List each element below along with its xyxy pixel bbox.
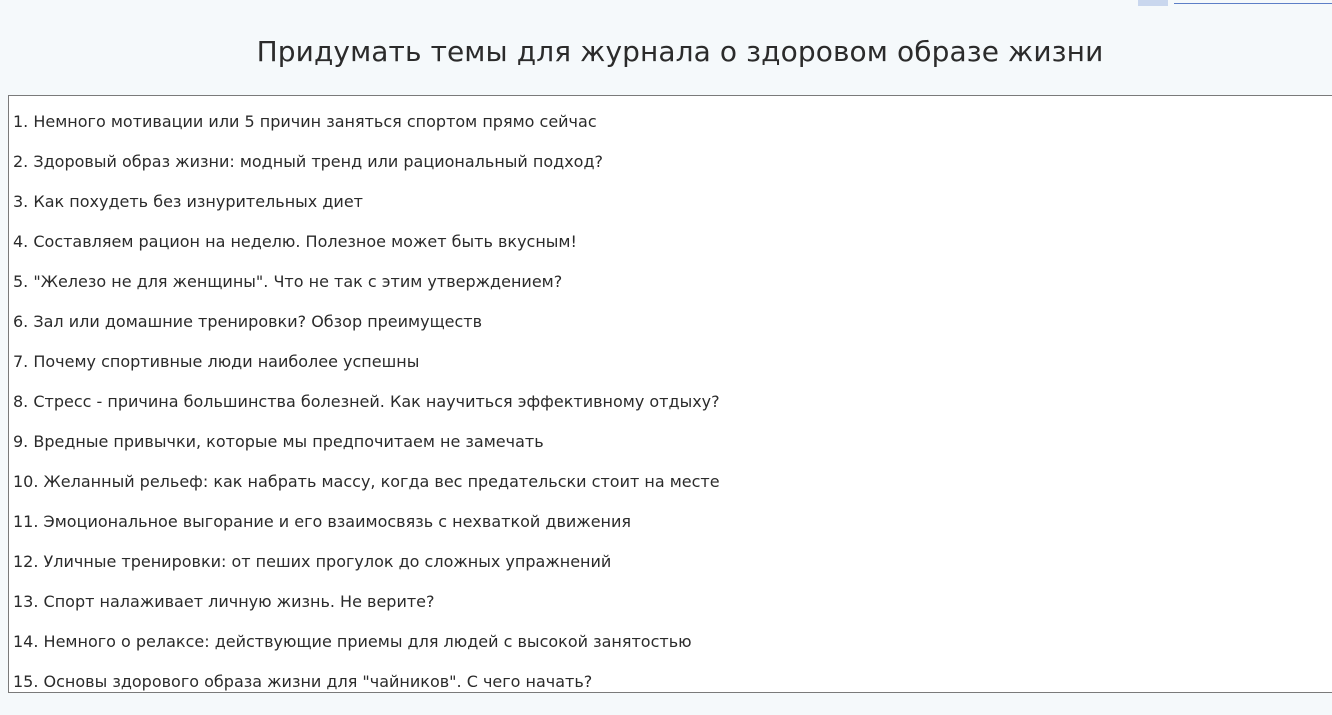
- topic-item: 6. Зал или домашние тренировки? Обзор преимуществ: [13, 312, 483, 331]
- topics-result-box: [8, 95, 1332, 693]
- top-share-strip: [1138, 0, 1332, 6]
- topic-item: 15. Основы здорового образа жизни для "чайников". С чего начать?: [13, 672, 593, 691]
- page-title: Придумать темы для журнала о здоровом образе жизни: [256, 35, 1104, 68]
- topic-item: 12. Уличные тренировки: от пеших прогулок до сложных упражнений: [13, 552, 612, 571]
- topic-item: 10. Желанный рельеф: как набрать массу, когда вес предательски стоит на месте: [13, 472, 720, 491]
- topic-item: 1. Немного мотивации или 5 причин заняться спортом прямо сейчас: [13, 112, 597, 131]
- topic-item: 14. Немного о релаксе: действующие приемы для людей с высокой занятостью: [13, 632, 692, 651]
- topic-item: 3. Как похудеть без изнурительных диет: [13, 192, 363, 211]
- topic-item: 7. Почему спортивные люди наиболее успешны: [13, 352, 420, 371]
- top-link-underline[interactable]: [1174, 3, 1332, 4]
- topic-item: 9. Вредные привычки, которые мы предпочитаем не замечать: [13, 432, 544, 451]
- topic-list: [9, 102, 1332, 702]
- topic-item: 4. Составляем рацион на неделю. Полезное может быть вкусным!: [13, 232, 577, 251]
- topic-item: 5. "Железо не для женщины". Что не так с этим утверждением?: [13, 272, 563, 291]
- topic-item: 11. Эмоциональное выгорание и его взаимосвязь с нехваткой движения: [13, 512, 632, 531]
- topic-item: 2. Здоровый образ жизни: модный тренд или рациональный подход?: [13, 152, 604, 171]
- topic-item: 13. Спорт налаживает личную жизнь. Не верите?: [13, 592, 435, 611]
- facebook-icon[interactable]: [1138, 0, 1168, 6]
- topic-item: 8. Стресс - причина большинства болезней. Как научиться эффективному отдыху?: [13, 392, 720, 411]
